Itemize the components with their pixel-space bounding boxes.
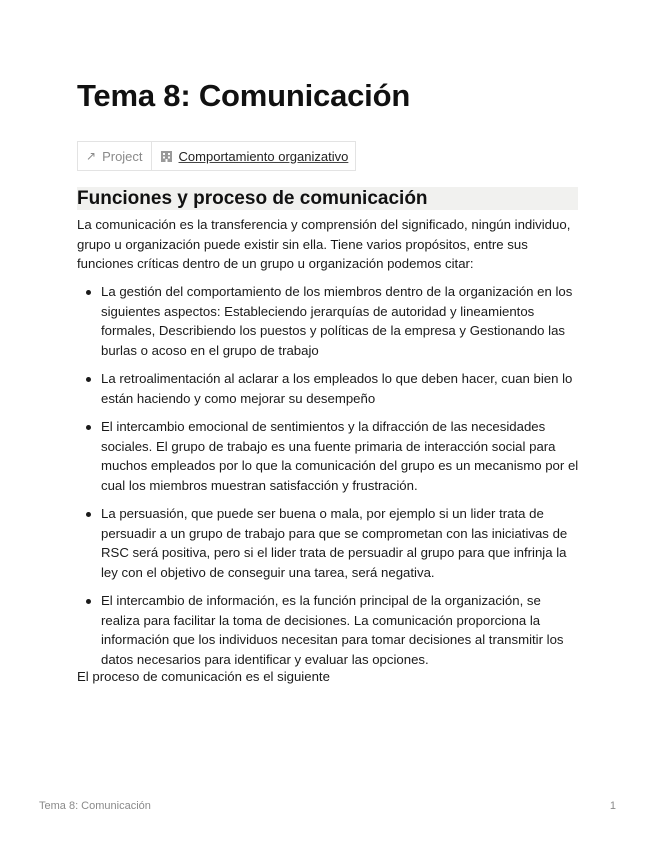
intro-paragraph: La comunicación es la transferencia y comprensión del significado, ningún individuo, grupo u organización puede existir sin ella. Tiene varios propósitos, entre sus funciones críticas dentro de un grupo u organización podemos citar: [77,217,571,271]
property-name [78,142,152,170]
outro-paragraph: El proceso de comunicación es el siguiente [77,669,330,684]
bullet-icon [86,290,91,295]
list-item [77,417,582,495]
section-heading: Funciones y proceso de comunicación [77,187,578,210]
project-link[interactable]: Comportamiento organizativo [178,148,349,164]
function-list [77,282,582,678]
property-row [77,141,356,171]
property-name-label: Project [102,148,143,164]
page-title: Tema 8: Comunicación [77,78,411,113]
list-item-text: La gestión del comportamiento de los miembros dentro de la organización en los siguientes aspectos: Estableciendo jerarquías de autoridad y lineamientos formales, Describiendo los puestos y políticas de la empresa y Gestionando las burlas o acoso en el grupo de trabajo [101,284,573,358]
bullet-icon [86,425,91,430]
footer-title: Tema 8: Comunicación [39,800,151,812]
bullet-icon [86,599,91,604]
page-number: 1 [609,800,616,812]
list-item-text: El intercambio de información, es la función principal de la organización, se realiza para facilitar la toma de decisiones. La comunicación proporciona la información que los individuos necesitan para tomar decisiones al transmitir los datos necesarios para identificar y evaluar las opciones. [101,593,564,667]
property-value[interactable] [152,142,356,170]
building-icon [160,150,173,163]
list-item [77,369,582,408]
arrow-northeast-icon: ↗ [86,149,97,163]
list-item-text: El intercambio emocional de sentimientos y la difracción de las necesidades sociales. El grupo de trabajo es una fuente primaria de interacción social para muchos empleados por lo que la comunicación del grupo es un mecanismo por el cual los miembros muestran satisfacción y frustración. [101,419,579,493]
list-item [77,591,582,669]
list-item [77,504,582,582]
list-item-text: La retroalimentación al aclarar a los empleados lo que deben hacer, cuan bien lo están haciendo y como mejorar su desempeño [101,371,573,406]
list-item [77,282,582,360]
list-item-text: La persuasión, que puede ser buena o mala, por ejemplo si un lider trata de persuadir a un grupo de trabajo para que se comprometan con las iniciativas de RSC será positiva, pero si el lider trata de persuadir al grupo para que infrinja la ley con el objetivo de conseguir una tarea, será negativa. [101,506,568,580]
bullet-icon [86,512,91,517]
bullet-icon [86,377,91,382]
